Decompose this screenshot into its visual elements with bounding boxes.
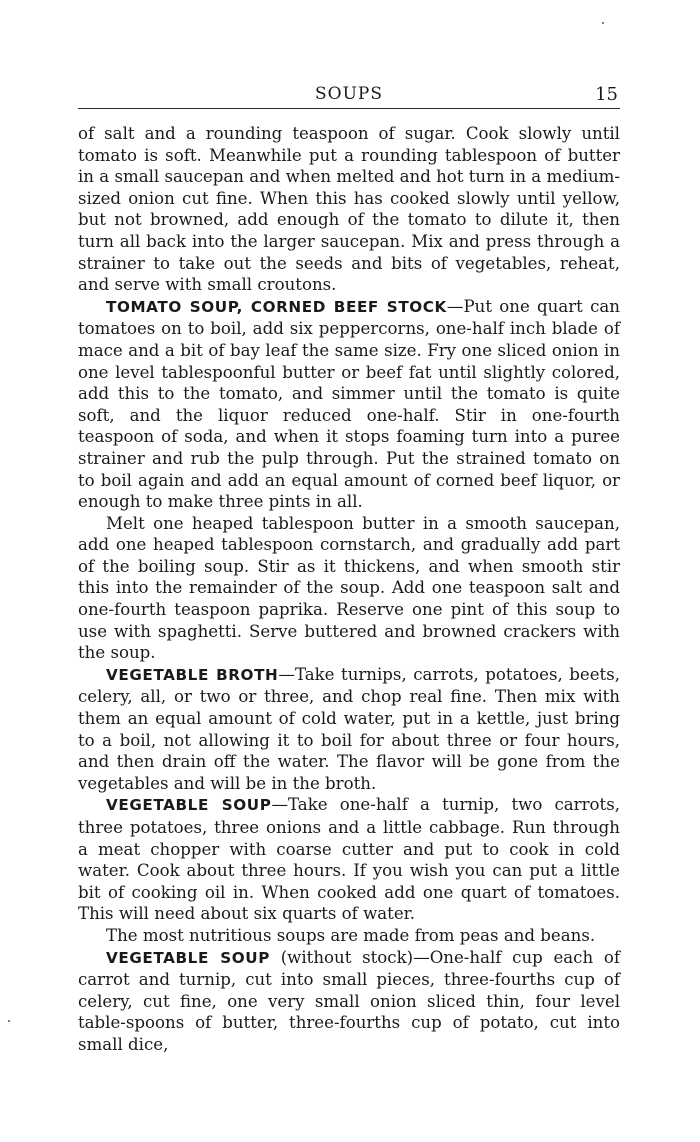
- paragraph-text: Melt one heaped tablespoon butter in a smooth saucepan, add one heaped tablespoon cornstarch, and gradually add part of the boiling soup. Stir as it thickens, and when smooth stir this into the remainder of the soup. Add one teaspoon salt and one-fourth teaspoon paprika. Reserve one pint of this soup to use with spaghetti. Serve buttered and browned crackers with the soup.: [78, 513, 620, 663]
- paragraph-text: —Put one quart can tomatoes on to boil, add six peppercorns, one-half inch blade of mace and a bit of bay leaf the same size. Fry one sliced onion in one level tablespoonful butter or beef fat until slightly colored, add this to the tomato, and simmer until the tomato is quite soft, and the liquor reduced one-half. Stir in one-fourth teaspoon of soda, and when it stops foaming turn into a puree strainer and rub the pulp through. Put the strained tomato on to boil again and add an equal amount of corned beef liquor, or enough to make three pints in all.: [78, 296, 620, 512]
- paragraph-nutritious-soups: [78, 925, 620, 947]
- paragraph-text: —Take turnips, carrots, potatoes, beets, celery, all, or two or three, and chop real fine. Then mix with them an equal amount of cold water, put in a kettle, just bring to a boil, not allowing it to boil for about three or four hours, and then drain off the water. The flavor will be gone from the vegetables and will be in the broth.: [78, 664, 620, 793]
- paragraph-text: The most nutritious soups are made from peas and beans.: [106, 925, 596, 945]
- paragraph-text: —Take one-half a turnip, two carrots, three potatoes, three onions and a little cabbage. Run through a meat chopper with coarse cutter and put to cook in cold water. Cook about three hours. If you wish you can put a little bit of cooking oil in. When cooked add one quart of tomatoes. This will need about six quarts of water.: [78, 795, 620, 924]
- body-text: [78, 123, 620, 1056]
- recipe-heading: VEGETABLE SOUP: [106, 796, 272, 815]
- paragraph-vegetable-soup: [78, 794, 620, 925]
- paper-speck: [8, 1020, 10, 1022]
- page-number: 15: [595, 84, 618, 105]
- paper-speck: [602, 22, 604, 24]
- paragraph-text: (without stock)—One-half cup each of carrot and turnip, cut into small pieces, three-fourths cup of celery, cut fine, one very small onion sliced thin, four level table-spoons of butter, three-fourths cup of potato, cut into small dice,: [78, 947, 621, 1054]
- paragraph-vegetable-broth: [78, 664, 620, 795]
- recipe-heading: VEGETABLE BROTH: [106, 665, 279, 684]
- paragraph-text: of salt and a rounding teaspoon of sugar. Cook slowly until tomato is soft. Meanwhile put a rounding tablespoon of butter in a small saucepan and when melted and hot turn in a medium-sized onion cut fine. When this has cooked slowly until yellow, but not browned, add enough of the tomato to dilute it, then turn all back into the larger saucepan. Mix and press through a strainer to take out the seeds and bits of vegetables, reheat, and serve with small croutons.: [78, 124, 620, 295]
- recipe-heading: TOMATO SOUP, CORNED BEEF STOCK: [106, 297, 447, 316]
- paragraph-tomato-soup: [78, 296, 620, 513]
- paragraph-continued: [78, 123, 620, 296]
- page-header: [78, 84, 620, 109]
- paragraph-vegetable-soup-without-stock: [78, 947, 620, 1056]
- running-head: SOUPS: [315, 84, 383, 104]
- recipe-heading: VEGETABLE SOUP: [106, 948, 270, 967]
- paragraph-melt-butter: [78, 513, 620, 664]
